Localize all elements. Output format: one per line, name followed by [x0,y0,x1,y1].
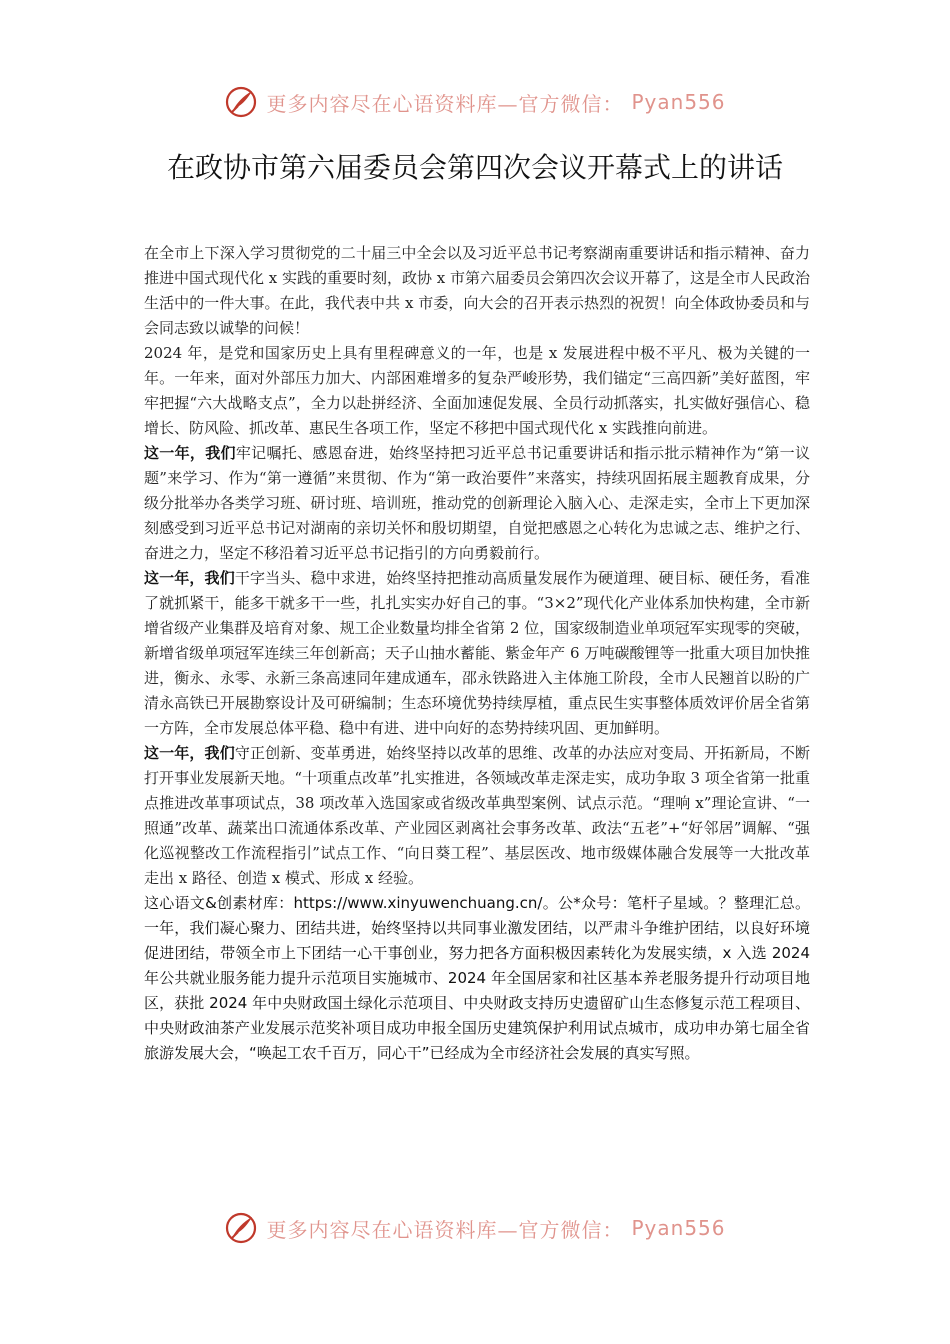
paragraph-this-year-1 [144,441,810,566]
banner-text: 更多内容尽在心语资料库—官方微信： [266,91,624,116]
paragraph-unity [144,891,810,1066]
banner-wechat-id: Pyan556 [631,1216,726,1240]
paragraph-lead: 这一年，我们 [144,569,235,587]
paragraph-text: 守正创新、变革勇进，始终坚持以改革的思维、改革的办法应对变局、开拓新局，不断打开事业发展新天地。“十项重点改革”扎实推进，各领域改革走深走实，成功争取 3 项全省第一批重点推进改革事项试点，38 项改革入选国家或省级改革典型案例、试点示范。“理响 x”理论宣讲、“一照通”改革、蔬菜出口流通体系改革、产业园区剥离社会事务改革、政法“五老”+“好邻居”调解、“强化巡视整改工作流程指引”试点工作、“向日葵工程”、基层医改、地市级媒体融合发展等一大批改革走出 x 路径、创造 x 模式、形成 x 经验。 [144,744,810,887]
paragraph-text: 2024 年，是党和国家历史上具有里程碑意义的一年，也是 x 发展进程中极不平凡、极为关键的一年。一年来，面对外部压力加大、内部困难增多的复杂严峻形势，我们锚定“三高四新”美好蓝图，牢牢把握“六大战略支点”，全力以赴拼经济、全面加速促发展、全员行动抓落实，扎实做好强信心、稳增长、防风险、抓改革、惠民生各项工作，坚定不移把中国式现代化 x 实践推向前进。 [144,344,810,437]
paragraph-text: 在全市上下深入学习贯彻党的二十届三中全会以及习近平总书记考察湖南重要讲话和指示精神、奋力推进中国式现代化 x 实践的重要时刻，政协 x 市第六届委员会第四次会议开幕了，这是全市人民政治生活中的一件大事。在此，我代表中共 x 市委，向大会的召开表示热烈的祝贺！向全体政协委员和与会同志致以诚挚的问候！ [144,244,810,337]
paragraph-intro [144,241,810,341]
page-title: 在政协市第六届委员会第四次会议开幕式上的讲话 [166,151,783,184]
paragraph-this-year-3 [144,741,810,891]
footer-banner [0,1206,950,1250]
paragraph-text: 牢记嘱托、感恩奋进，始终坚持把习近平总书记重要讲话和指示批示精神作为“第一议题”来学习、作为“第一遵循”来贯彻、作为“第一政治要件”来落实，持续巩固拓展主题教育成果，分级分批举办各类学习班、研讨班、培训班，推动党的创新理论入脑入心、走深走实，全市上下更加深刻感受到习近平总书记对湖南的亲切关怀和殷切期望，自觉把感恩之心转化为忠诚之志、维护之行、奋进之力，坚定不移沿着习近平总书记指引的方向勇毅前行。 [144,444,810,562]
paragraph-lead: 这一年，我们 [144,444,236,462]
paragraph-text: 这心语文&创素材库：https://www.xinyuwenchuang.cn/。公*众号：笔杆子星域。？整理汇总。一年，我们凝心聚力、团结共进，始终坚持以共同事业激发团结，以严肃斗争维护团结，以良好环境促进团结，带领全市上下团结一心干事创业，努力把各方面积极因素转化为发展实绩，x 入选 2024 年公共就业服务能力提升示范项目实施城市、2024 年全国居家和社区基本养老服务提升行动项目地区，获批 2024 年中央财政国土绿化示范项目、中央财政支持历史遗留矿山生态修复示范工程项目、中央财政油茶产业发展示范奖补项目成功申报全国历史建筑保护利用试点城市，成功申办第七届全省旅游发展大会，“唤起工农千百万，同心干”已经成为全市经济社会发展的真实写照。 [144,894,810,1062]
paragraph-text: 干字当头、稳中求进，始终坚持把推动高质量发展作为硬道理、硬目标、硬任务，看准了就抓紧干，能多干就多干一些，扎扎实实办好自己的事。“3×2”现代化产业体系加快构建，全市新增省级产业集群及培育对象、规工企业数量均排全省第 2 位，国家级制造业单项冠军实现零的突破，新增省级单项冠军连续三年创新高；天子山抽水蓄能、紫金年产 6 万吨碳酸锂等一批重大项目加快推进，衡永、永零、永新三条高速同年建成通车，邵永铁路进入主体施工阶段，全市人民翘首以盼的广清永高铁已开展勘察设计及可研编制；生态环境优势持续厚植，重点民生实事整体质效评价居全省第一方阵，全市发展总体平稳、稳中有进、进中向好的态势持续巩固、更加鲜明。 [144,569,810,737]
document-body [144,241,810,1066]
paragraph-lead: 这一年，我们 [144,744,235,762]
paragraph-2024 [144,341,810,441]
banner-text: 更多内容尽在心语资料库—官方微信： [266,1217,624,1242]
banner-wechat-id: Pyan556 [631,90,726,114]
header-banner [0,80,950,124]
quill-logo-icon [224,1211,258,1245]
quill-logo-icon [224,85,258,119]
paragraph-this-year-2 [144,566,810,741]
